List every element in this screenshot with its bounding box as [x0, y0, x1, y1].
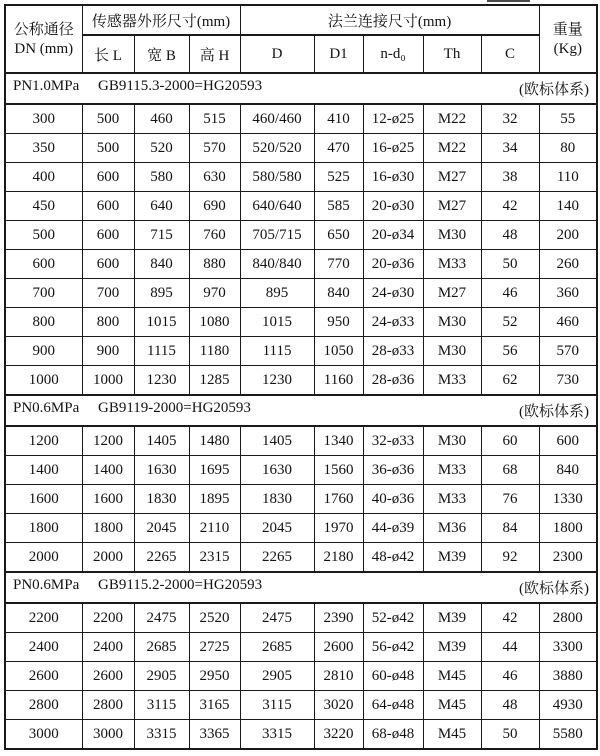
table-cell: 32: [481, 104, 539, 134]
table-cell: 1800: [5, 514, 82, 543]
table-cell: 3300: [539, 633, 597, 662]
table-cell: 2905: [240, 662, 314, 691]
table-cell: 650: [314, 221, 363, 250]
table-cell: 2265: [240, 543, 314, 573]
table-cell: 84: [481, 514, 539, 543]
table-cell: M30: [423, 221, 481, 250]
table-cell: 900: [5, 337, 82, 366]
table-cell: 3220: [314, 720, 363, 750]
table-row: [5, 221, 597, 250]
table-cell: 3000: [5, 720, 82, 750]
table-cell: 2685: [134, 633, 189, 662]
header-th: Th: [423, 35, 481, 73]
table-cell: 2315: [189, 543, 240, 573]
table-cell: 48: [481, 221, 539, 250]
table-cell: 700: [5, 279, 82, 308]
table-cell: 705/715: [240, 221, 314, 250]
table-cell: 36-ø36: [363, 456, 423, 485]
section-standard-code: GB9115.3-2000=HG20593: [98, 78, 263, 94]
table-cell: 770: [314, 250, 363, 279]
header-sensor-dimensions-group: 传感器外形尺寸(mm): [82, 5, 240, 35]
table-cell: 1630: [134, 456, 189, 485]
table-cell: 2045: [240, 514, 314, 543]
table-cell: 42: [481, 603, 539, 633]
table-cell: 1200: [5, 426, 82, 456]
table-cell: 80: [539, 134, 597, 163]
table-row: [5, 426, 597, 456]
table-cell: 1330: [539, 485, 597, 514]
table-body: [5, 73, 597, 749]
table-cell: 840: [314, 279, 363, 308]
table-row: [5, 514, 597, 543]
table-cell: 60-ø48: [363, 662, 423, 691]
table-cell: 800: [82, 308, 134, 337]
table-cell: 460: [539, 308, 597, 337]
header-weight: [539, 5, 597, 73]
header-group-row: [5, 5, 597, 35]
header-nominal-diameter: [5, 5, 82, 73]
table-cell: M30: [423, 308, 481, 337]
table-cell: M33: [423, 250, 481, 279]
table-cell: 34: [481, 134, 539, 163]
header-c: C: [481, 35, 539, 73]
table-cell: M39: [423, 633, 481, 662]
table-cell: 2390: [314, 603, 363, 633]
table-cell: 64-ø48: [363, 691, 423, 720]
table-cell: 570: [539, 337, 597, 366]
table-cell: 700: [82, 279, 134, 308]
table-cell: 2810: [314, 662, 363, 691]
header-flange-connection-group: 法兰连接尺寸(mm): [240, 5, 539, 35]
table-row: [5, 104, 597, 134]
flange-dimension-table: [4, 4, 598, 750]
table-cell: 1050: [314, 337, 363, 366]
table-cell: 2300: [539, 543, 597, 573]
table-cell: M33: [423, 456, 481, 485]
table-cell: 2265: [134, 543, 189, 573]
table-cell: 3365: [189, 720, 240, 750]
table-cell: 1285: [189, 366, 240, 396]
table-cell: 1800: [82, 514, 134, 543]
section-standard-system: (欧标体系): [519, 82, 590, 98]
table-row: [5, 633, 597, 662]
table-cell: M39: [423, 543, 481, 573]
table-cell: 260: [539, 250, 597, 279]
table-cell: 92: [481, 543, 539, 573]
table-cell: 460/460: [240, 104, 314, 134]
table-cell: 2600: [5, 662, 82, 691]
table-cell: 20-ø34: [363, 221, 423, 250]
table-cell: M27: [423, 279, 481, 308]
table-row: [5, 720, 597, 750]
cropped-text-artifact: [487, 0, 530, 2]
nominal-diameter-unit: DN (mm): [14, 41, 74, 57]
table-cell: 20-ø36: [363, 250, 423, 279]
section-header-row: [5, 395, 597, 426]
table-cell: 5580: [539, 720, 597, 750]
table-cell: 600: [82, 192, 134, 221]
table-cell: 300: [5, 104, 82, 134]
table-cell: 1400: [5, 456, 82, 485]
table-cell: 600: [82, 221, 134, 250]
table-cell: 3115: [240, 691, 314, 720]
table-cell: M36: [423, 514, 481, 543]
section-header-row: [5, 73, 597, 104]
table-cell: 470: [314, 134, 363, 163]
table-row: [5, 250, 597, 279]
table-cell: 2685: [240, 633, 314, 662]
table-cell: 600: [539, 426, 597, 456]
table-header: [5, 5, 597, 73]
table-cell: M27: [423, 163, 481, 192]
table-cell: 1405: [240, 426, 314, 456]
table-cell: 68-ø48: [363, 720, 423, 750]
section-pressure-rating: PN0.6MPa: [13, 400, 80, 416]
table-cell: 2400: [5, 633, 82, 662]
table-cell: 2180: [314, 543, 363, 573]
table-cell: 350: [5, 134, 82, 163]
table-cell: 1830: [240, 485, 314, 514]
table-cell: 2110: [189, 514, 240, 543]
table-cell: 48-ø42: [363, 543, 423, 573]
header-columns-row: [5, 35, 597, 73]
table-cell: 520: [134, 134, 189, 163]
table-cell: 880: [189, 250, 240, 279]
section-header-cell: [5, 572, 597, 603]
table-cell: 12-ø25: [363, 104, 423, 134]
table-cell: 42: [481, 192, 539, 221]
table-cell: 32-ø33: [363, 426, 423, 456]
table-cell: 1695: [189, 456, 240, 485]
table-cell: 515: [189, 104, 240, 134]
table-cell: 640: [134, 192, 189, 221]
table-cell: 24-ø30: [363, 279, 423, 308]
table-cell: 1115: [134, 337, 189, 366]
table-cell: 1115: [240, 337, 314, 366]
table-row: [5, 279, 597, 308]
table-cell: 3165: [189, 691, 240, 720]
table-cell: M45: [423, 662, 481, 691]
section-standard-system: (欧标体系): [519, 581, 590, 597]
table-cell: 40-ø36: [363, 485, 423, 514]
table-cell: M30: [423, 337, 481, 366]
table-cell: 1000: [5, 366, 82, 396]
table-cell: 2200: [82, 603, 134, 633]
table-cell: 1405: [134, 426, 189, 456]
table-cell: 360: [539, 279, 597, 308]
table-cell: 52: [481, 308, 539, 337]
table-row: [5, 662, 597, 691]
table-cell: 640/640: [240, 192, 314, 221]
table-cell: 760: [189, 221, 240, 250]
table-row: [5, 134, 597, 163]
table-cell: 2000: [5, 543, 82, 573]
table-cell: 2520: [189, 603, 240, 633]
table-cell: 1830: [134, 485, 189, 514]
table-cell: 1015: [134, 308, 189, 337]
section-standard-system: (欧标体系): [519, 404, 590, 420]
table-cell: 2475: [240, 603, 314, 633]
table-cell: M22: [423, 134, 481, 163]
table-cell: 500: [5, 221, 82, 250]
table-cell: 44-ø39: [363, 514, 423, 543]
table-row: [5, 192, 597, 221]
table-cell: 2950: [189, 662, 240, 691]
table-cell: 500: [82, 134, 134, 163]
table-cell: 600: [82, 163, 134, 192]
section-pressure-rating: PN0.6MPa: [13, 577, 80, 593]
section-header-cell: [5, 73, 597, 104]
table-cell: M45: [423, 720, 481, 750]
table-cell: 690: [189, 192, 240, 221]
table-row: [5, 485, 597, 514]
table-cell: 56: [481, 337, 539, 366]
table-cell: 2000: [82, 543, 134, 573]
table-cell: 52-ø42: [363, 603, 423, 633]
table-cell: 400: [5, 163, 82, 192]
table-cell: 1015: [240, 308, 314, 337]
table-row: [5, 456, 597, 485]
section-pressure-rating: PN1.0MPa: [13, 78, 80, 94]
table-row: [5, 163, 597, 192]
table-cell: 970: [189, 279, 240, 308]
table-cell: 570: [189, 134, 240, 163]
table-cell: 585: [314, 192, 363, 221]
table-cell: 2600: [314, 633, 363, 662]
table-cell: 1080: [189, 308, 240, 337]
table-cell: 840: [539, 456, 597, 485]
header-d1: D1: [314, 35, 363, 73]
table-cell: 2725: [189, 633, 240, 662]
table-cell: 1230: [134, 366, 189, 396]
header-height-h: 高 H: [189, 35, 240, 73]
table-cell: 200: [539, 221, 597, 250]
table-cell: 1480: [189, 426, 240, 456]
table-cell: 3880: [539, 662, 597, 691]
table-cell: 16-ø30: [363, 163, 423, 192]
header-n-d0: n-d₀: [363, 35, 423, 73]
section-standard-code: GB9119-2000=HG20593: [98, 400, 251, 416]
table-cell: 600: [82, 250, 134, 279]
table-cell: 2800: [539, 603, 597, 633]
table-cell: 16-ø25: [363, 134, 423, 163]
table-cell: 2600: [82, 662, 134, 691]
table-cell: 44: [481, 633, 539, 662]
table-cell: M45: [423, 691, 481, 720]
table-cell: 450: [5, 192, 82, 221]
weight-title: 重量: [552, 22, 583, 38]
table-cell: 1600: [5, 485, 82, 514]
table-cell: M39: [423, 603, 481, 633]
table-cell: 1895: [189, 485, 240, 514]
table-cell: 580/580: [240, 163, 314, 192]
table-cell: 1600: [82, 485, 134, 514]
nominal-diameter-title: 公称通径: [13, 22, 74, 38]
table-cell: 3115: [134, 691, 189, 720]
table-cell: 1180: [189, 337, 240, 366]
table-cell: 140: [539, 192, 597, 221]
table-cell: 1230: [240, 366, 314, 396]
table-cell: 24-ø33: [363, 308, 423, 337]
table-cell: 2800: [5, 691, 82, 720]
header-length-l: 长 L: [82, 35, 134, 73]
table-row: [5, 337, 597, 366]
table-cell: 3000: [82, 720, 134, 750]
table-cell: M33: [423, 485, 481, 514]
table-cell: 715: [134, 221, 189, 250]
table-cell: 2400: [82, 633, 134, 662]
table-cell: 1800: [539, 514, 597, 543]
weight-unit: (Kg): [553, 41, 582, 57]
header-width-b: 宽 B: [134, 35, 189, 73]
header-d: D: [240, 35, 314, 73]
table-cell: 38: [481, 163, 539, 192]
table-cell: 1200: [82, 426, 134, 456]
table-cell: 28-ø33: [363, 337, 423, 366]
table-cell: 1760: [314, 485, 363, 514]
table-cell: 2800: [82, 691, 134, 720]
table-cell: 840/840: [240, 250, 314, 279]
table-cell: 730: [539, 366, 597, 396]
table-cell: 630: [189, 163, 240, 192]
table-row: [5, 308, 597, 337]
table-cell: 50: [481, 720, 539, 750]
table-cell: 840: [134, 250, 189, 279]
table-cell: 895: [134, 279, 189, 308]
table-cell: 3315: [134, 720, 189, 750]
table-cell: 68: [481, 456, 539, 485]
table-cell: 895: [240, 279, 314, 308]
table-cell: 55: [539, 104, 597, 134]
table-cell: 1160: [314, 366, 363, 396]
table-cell: 410: [314, 104, 363, 134]
table-cell: 50: [481, 250, 539, 279]
table-row: [5, 366, 597, 396]
table-row: [5, 603, 597, 633]
table-cell: 1340: [314, 426, 363, 456]
table-cell: 1000: [82, 366, 134, 396]
table-cell: 4930: [539, 691, 597, 720]
table-cell: 2475: [134, 603, 189, 633]
table-cell: 3315: [240, 720, 314, 750]
table-cell: 460: [134, 104, 189, 134]
table-cell: M22: [423, 104, 481, 134]
table-cell: 580: [134, 163, 189, 192]
table-cell: 76: [481, 485, 539, 514]
table-cell: 2045: [134, 514, 189, 543]
table-cell: 800: [5, 308, 82, 337]
table-cell: 62: [481, 366, 539, 396]
table-cell: 525: [314, 163, 363, 192]
table-cell: 1970: [314, 514, 363, 543]
table-cell: 520/520: [240, 134, 314, 163]
table-cell: 2905: [134, 662, 189, 691]
section-header-cell: [5, 395, 597, 426]
table-cell: 950: [314, 308, 363, 337]
table-cell: 60: [481, 426, 539, 456]
table-cell: 2200: [5, 603, 82, 633]
section-standard-code: GB9115.2-2000=HG20593: [98, 577, 263, 593]
table-cell: 48: [481, 691, 539, 720]
table-cell: 46: [481, 662, 539, 691]
table-cell: 1560: [314, 456, 363, 485]
table-cell: 1630: [240, 456, 314, 485]
table-cell: 500: [82, 104, 134, 134]
section-header-row: [5, 572, 597, 603]
table-cell: 28-ø36: [363, 366, 423, 396]
table-cell: M30: [423, 426, 481, 456]
table-cell: 56-ø42: [363, 633, 423, 662]
table-row: [5, 691, 597, 720]
table-cell: 110: [539, 163, 597, 192]
table-cell: 1400: [82, 456, 134, 485]
table-cell: 46: [481, 279, 539, 308]
table-cell: M27: [423, 192, 481, 221]
table-cell: 3020: [314, 691, 363, 720]
table-cell: M33: [423, 366, 481, 396]
table-cell: 20-ø30: [363, 192, 423, 221]
table-cell: 600: [5, 250, 82, 279]
table-row: [5, 543, 597, 573]
table-cell: 900: [82, 337, 134, 366]
